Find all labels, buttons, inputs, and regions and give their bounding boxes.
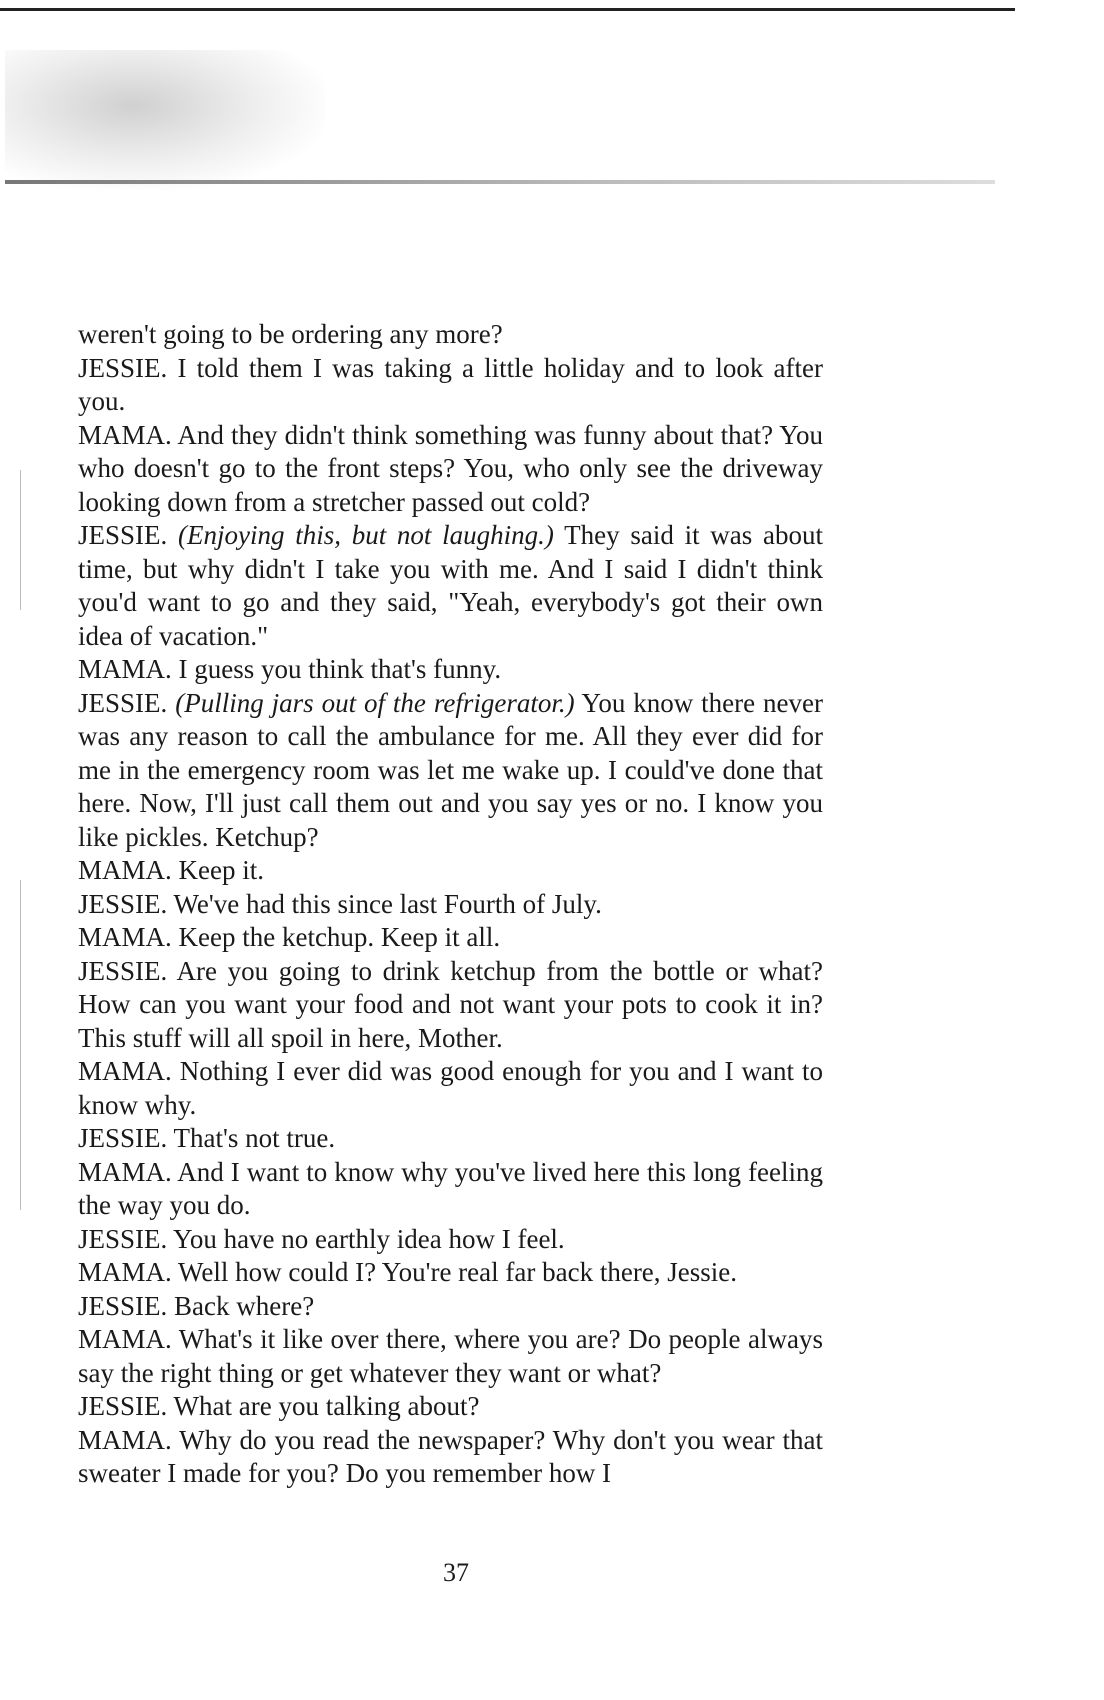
speaker-name: JESSIE. xyxy=(78,1290,168,1321)
speaker-name: JESSIE. xyxy=(78,352,168,383)
line-text: Keep the ketchup. Keep it all. xyxy=(178,922,501,952)
speaker-name: JESSIE. xyxy=(78,687,168,718)
dialogue-line xyxy=(78,1055,823,1122)
dialogue-line xyxy=(78,1290,823,1324)
line-text: Nothing I ever did was good enough for you and I want to know why. xyxy=(78,1056,824,1120)
speaker-name: JESSIE. xyxy=(78,888,168,919)
speaker-name: MAMA. xyxy=(78,1424,172,1455)
dialogue-line xyxy=(78,921,823,955)
speaker-name: JESSIE. xyxy=(78,1391,168,1421)
line-text: I guess you think that's funny. xyxy=(178,654,502,684)
speaker-name: JESSIE. xyxy=(78,1223,168,1254)
header-rule xyxy=(5,180,995,184)
line-text: And I want to know why you've lived here this long feeling the way you do. xyxy=(78,1156,823,1220)
speaker-name: MAMA. xyxy=(78,654,172,684)
speaker-name: MAMA. xyxy=(78,1324,172,1354)
line-text: What are you talking about? xyxy=(173,1391,480,1421)
dialogue-line xyxy=(78,352,823,419)
scan-edge-mark xyxy=(20,880,21,1210)
line-text: You know there never was any reason to call the ambulance for me. All they ever did for me in the emergency room was let me wake up. I could've done that here. Now, I'll just call them out and you say yes or no. I know you like pickles. Ketchup? xyxy=(78,687,824,852)
top-rule xyxy=(0,8,1015,11)
line-text: Why do you read the newspaper? Why don't you wear that sweater I made for you? Do you remember how I xyxy=(78,1424,824,1488)
dialogue-line xyxy=(78,1390,823,1424)
line-text: What's it like over there, where you are? Do people always say the right thing or get whatever they want or what? xyxy=(78,1324,823,1388)
stage-direction: (Enjoying this, but not laughing.) xyxy=(178,520,554,550)
dialogue-line xyxy=(78,419,823,520)
speaker-name: JESSIE. xyxy=(78,955,168,986)
line-text: That's not true. xyxy=(173,1123,336,1153)
speaker-name: MAMA. xyxy=(78,1257,172,1287)
line-text: They said it was about time, but why didn't I take you with me. And I said I didn't think you'd want to go and they said, "Yeah, everybody's got their own idea of vacation." xyxy=(78,520,824,651)
speaker-name: MAMA. xyxy=(78,1056,172,1086)
script-text xyxy=(78,318,823,1491)
header-scan-shading xyxy=(5,50,325,190)
line-text: I told them I was taking a little holiday and to look after you. xyxy=(78,352,823,416)
speaker-name: MAMA. xyxy=(78,922,172,952)
dialogue-line xyxy=(78,687,823,855)
dialogue-line xyxy=(78,1424,823,1491)
speaker-name: MAMA. xyxy=(78,419,172,450)
speaker-name: JESSIE. xyxy=(78,1123,168,1153)
line-text: weren't going to be ordering any more? xyxy=(78,319,503,349)
line-text: We've had this since last Fourth of July. xyxy=(173,888,602,919)
speaker-name: MAMA. xyxy=(78,855,172,885)
page-number: 37 xyxy=(443,1558,469,1587)
dialogue-line xyxy=(78,1156,823,1223)
line-text: You have no earthly idea how I feel. xyxy=(173,1223,565,1254)
line-text: Back where? xyxy=(174,1290,315,1321)
dialogue-line xyxy=(78,318,823,352)
line-text: And they didn't think something was funny about that? You who doesn't go to the front steps? You, who only see the driveway looking down from a stretcher passed out cold? xyxy=(78,419,823,517)
dialogue-line xyxy=(78,1223,823,1257)
dialogue-line xyxy=(78,1122,823,1156)
line-text: Keep it. xyxy=(178,855,264,885)
dialogue-line xyxy=(78,1256,823,1290)
speaker-name: MAMA. xyxy=(78,1156,172,1187)
dialogue-line xyxy=(78,955,823,1056)
line-text: Are you going to drink ketchup from the bottle or what? How can you want your food and not want your pots to cook it in? This stuff will all spoil in here, Mother. xyxy=(78,955,823,1053)
dialogue-line xyxy=(78,854,823,888)
scan-edge-mark xyxy=(20,470,21,610)
dialogue-line xyxy=(78,653,823,687)
dialogue-line xyxy=(78,888,823,922)
line-text: Well how could I? You're real far back there, Jessie. xyxy=(178,1257,738,1287)
dialogue-line xyxy=(78,1323,823,1390)
stage-direction: (Pulling jars out of the refrigerator.) xyxy=(175,687,575,718)
speaker-name: JESSIE. xyxy=(78,520,168,550)
dialogue-line xyxy=(78,519,823,653)
